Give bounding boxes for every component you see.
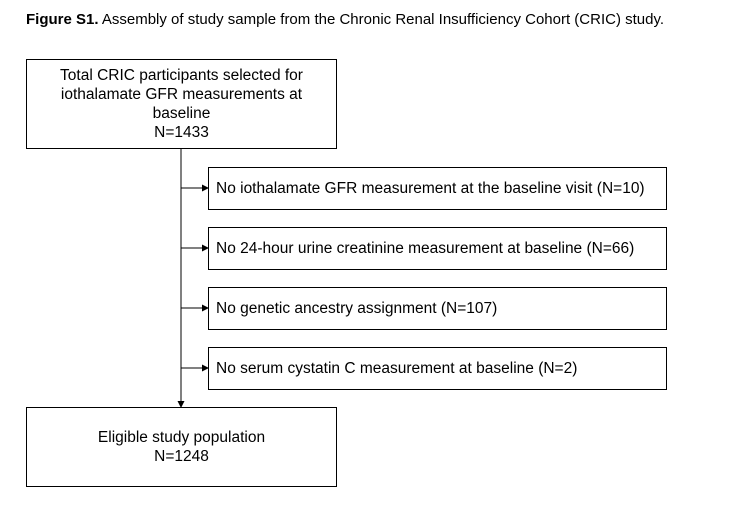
total-participants-box xyxy=(26,59,337,149)
exclusion-label: No serum cystatin C measurement at baseline (N=2) xyxy=(216,360,578,377)
exclusion-box-cystatin-c xyxy=(208,347,667,390)
exclusion-box-gfr xyxy=(208,167,667,210)
total-participants-line-1: Total CRIC participants selected for xyxy=(60,67,303,84)
total-participants-count: N=1433 xyxy=(154,124,209,141)
eligible-population-count: N=1248 xyxy=(154,448,209,465)
figure-caption-text: Assembly of study sample from the Chronic Renal Insufficiency Cohort (CRIC) study. xyxy=(98,11,665,28)
exclusion-label: No 24-hour urine creatinine measurement at baseline (N=66) xyxy=(216,240,635,257)
total-participants-line-2: iothalamate GFR measurements at xyxy=(60,86,303,103)
figure-label: Figure S1. xyxy=(26,11,99,28)
exclusion-label: No iothalamate GFR measurement at the baseline visit (N=10) xyxy=(216,180,645,197)
exclusion-label: No genetic ancestry assignment (N=107) xyxy=(216,300,498,317)
total-participants-line-3: baseline xyxy=(152,105,211,122)
exclusion-box-genetic-ancestry xyxy=(208,287,667,330)
eligible-population-box xyxy=(26,407,337,487)
eligible-population-label: Eligible study population xyxy=(97,429,266,446)
exclusion-box-urine-creatinine xyxy=(208,227,667,270)
